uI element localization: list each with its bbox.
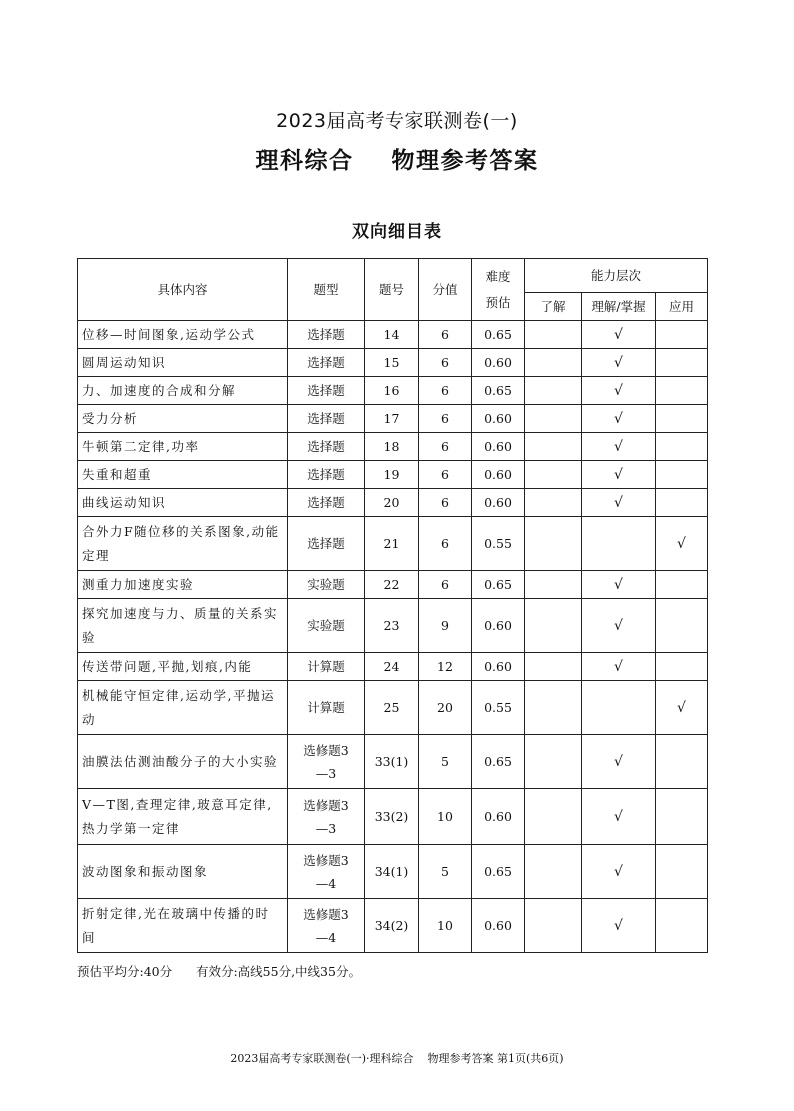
check-mark: √ [582,377,656,405]
table-row [78,377,708,405]
difficulty-cell: 0.60 [472,349,525,377]
number-cell: 25 [365,681,419,735]
empty-ability-cell [525,377,582,405]
score-cell: 6 [419,489,472,517]
header-number: 题号 [365,259,419,321]
difficulty-cell: 0.65 [472,571,525,599]
content-cell: 曲线运动知识 [78,489,288,517]
content-cell: 波动图象和振动图象 [78,845,288,899]
score-cell: 5 [419,735,472,789]
check-mark: √ [656,517,708,571]
empty-ability-cell [525,321,582,349]
empty-ability-cell [656,489,708,517]
table-row [78,461,708,489]
header-difficulty: 难度预估 [472,259,525,321]
empty-ability-cell [656,899,708,953]
table-row [78,681,708,735]
empty-ability-cell [525,599,582,653]
content-cell: 牛顿第二定律,功率 [78,433,288,461]
difficulty-cell: 0.55 [472,517,525,571]
difficulty-cell: 0.65 [472,735,525,789]
empty-ability-cell [656,571,708,599]
type-cell: 选修题3—3 [288,735,365,789]
empty-ability-cell [656,433,708,461]
check-mark: √ [582,899,656,953]
content-cell: 测重力加速度实验 [78,571,288,599]
content-cell: 圆周运动知识 [78,349,288,377]
check-mark: √ [582,845,656,899]
empty-ability-cell [525,681,582,735]
check-mark: √ [582,349,656,377]
type-cell: 选择题 [288,461,365,489]
difficulty-cell: 0.65 [472,321,525,349]
type-cell: 计算题 [288,653,365,681]
header-score: 分值 [419,259,472,321]
number-cell: 16 [365,377,419,405]
table-row [78,571,708,599]
empty-ability-cell [656,653,708,681]
difficulty-cell: 0.65 [472,377,525,405]
empty-ability-cell [525,735,582,789]
score-cell: 5 [419,845,472,899]
check-mark: √ [582,433,656,461]
header-ability-master: 理解/掌握 [582,293,656,321]
check-mark: √ [656,681,708,735]
number-cell: 15 [365,349,419,377]
number-cell: 34(1) [365,845,419,899]
empty-ability-cell [525,571,582,599]
check-mark: √ [582,321,656,349]
difficulty-cell: 0.60 [472,489,525,517]
table-row [78,433,708,461]
empty-ability-cell [525,405,582,433]
empty-ability-cell [525,899,582,953]
content-cell: 合外力F随位移的关系图象,动能定理 [78,517,288,571]
table-row [78,735,708,789]
content-cell: 探究加速度与力、质量的关系实验 [78,599,288,653]
number-cell: 21 [365,517,419,571]
header-ability: 能力层次 [525,259,708,293]
empty-ability-cell [656,599,708,653]
empty-ability-cell [525,349,582,377]
content-cell: 力、加速度的合成和分解 [78,377,288,405]
score-cell: 10 [419,789,472,845]
type-cell: 选择题 [288,349,365,377]
specification-table [77,258,708,953]
number-cell: 33(2) [365,789,419,845]
difficulty-cell: 0.60 [472,653,525,681]
exam-title: 2023届高考专家联测卷(一) [276,110,518,132]
table-body [78,321,708,953]
check-mark: √ [582,653,656,681]
empty-ability-cell [525,517,582,571]
check-mark: √ [582,735,656,789]
type-cell: 选择题 [288,489,365,517]
number-cell: 19 [365,461,419,489]
empty-ability-cell [656,845,708,899]
header-content: 具体内容 [78,259,288,321]
score-cell: 6 [419,517,472,571]
number-cell: 14 [365,321,419,349]
score-cell: 20 [419,681,472,735]
empty-ability-cell [582,681,656,735]
table-row [78,899,708,953]
header-type: 题型 [288,259,365,321]
check-mark: √ [582,489,656,517]
content-cell: 失重和超重 [78,461,288,489]
header-ability-apply: 应用 [656,293,708,321]
content-cell: 位移—时间图象,运动学公式 [78,321,288,349]
type-cell: 选择题 [288,405,365,433]
score-cell: 9 [419,599,472,653]
table-row [78,489,708,517]
type-cell: 选择题 [288,433,365,461]
empty-ability-cell [582,517,656,571]
check-mark: √ [582,599,656,653]
difficulty-cell: 0.60 [472,899,525,953]
table-row [78,653,708,681]
content-cell: 折射定律,光在玻璃中传播的时间 [78,899,288,953]
number-cell: 18 [365,433,419,461]
number-cell: 33(1) [365,735,419,789]
number-cell: 17 [365,405,419,433]
table-row [78,349,708,377]
empty-ability-cell [525,433,582,461]
type-cell: 选择题 [288,321,365,349]
empty-ability-cell [656,377,708,405]
table-row [78,517,708,571]
empty-ability-cell [525,845,582,899]
check-mark: √ [582,571,656,599]
check-mark: √ [582,405,656,433]
empty-ability-cell [525,653,582,681]
page-footer: 2023届高考专家联测卷(一)·理科综合 物理参考答案 第1页(共6页) [230,1052,564,1065]
table-row [78,321,708,349]
table-row [78,405,708,433]
score-cell: 6 [419,321,472,349]
type-cell: 选择题 [288,517,365,571]
content-cell: V—T图,查理定律,玻意耳定律,热力学第一定律 [78,789,288,845]
number-cell: 23 [365,599,419,653]
number-cell: 22 [365,571,419,599]
type-cell: 实验题 [288,599,365,653]
number-cell: 20 [365,489,419,517]
score-cell: 6 [419,571,472,599]
subject-title: 理科综合 物理参考答案 [255,148,539,174]
score-cell: 6 [419,405,472,433]
difficulty-cell: 0.60 [472,789,525,845]
score-cell: 6 [419,433,472,461]
difficulty-cell: 0.55 [472,681,525,735]
empty-ability-cell [525,461,582,489]
difficulty-cell: 0.60 [472,433,525,461]
empty-ability-cell [656,405,708,433]
difficulty-cell: 0.60 [472,461,525,489]
empty-ability-cell [656,321,708,349]
content-cell: 受力分析 [78,405,288,433]
score-cell: 6 [419,349,472,377]
table-row [78,845,708,899]
difficulty-cell: 0.65 [472,845,525,899]
empty-ability-cell [656,349,708,377]
type-cell: 实验题 [288,571,365,599]
difficulty-cell: 0.60 [472,599,525,653]
empty-ability-cell [656,735,708,789]
check-mark: √ [582,789,656,845]
type-cell: 选修题3—4 [288,899,365,953]
score-note: 预估平均分:40分 有效分:高线55分,中线35分。 [77,964,361,979]
content-cell: 油膜法估测油酸分子的大小实验 [78,735,288,789]
type-cell: 选择题 [288,377,365,405]
score-cell: 10 [419,899,472,953]
number-cell: 34(2) [365,899,419,953]
section-title: 双向细目表 [352,222,442,242]
type-cell: 计算题 [288,681,365,735]
empty-ability-cell [656,789,708,845]
type-cell: 选修题3—3 [288,789,365,845]
empty-ability-cell [525,789,582,845]
check-mark: √ [582,461,656,489]
number-cell: 24 [365,653,419,681]
score-cell: 6 [419,461,472,489]
empty-ability-cell [525,489,582,517]
table-row [78,599,708,653]
content-cell: 机械能守恒定律,运动学,平抛运动 [78,681,288,735]
table-row [78,789,708,845]
difficulty-cell: 0.60 [472,405,525,433]
type-cell: 选修题3—4 [288,845,365,899]
header-ability-understand: 了解 [525,293,582,321]
empty-ability-cell [656,461,708,489]
score-cell: 12 [419,653,472,681]
score-cell: 6 [419,377,472,405]
content-cell: 传送带问题,平抛,划痕,内能 [78,653,288,681]
